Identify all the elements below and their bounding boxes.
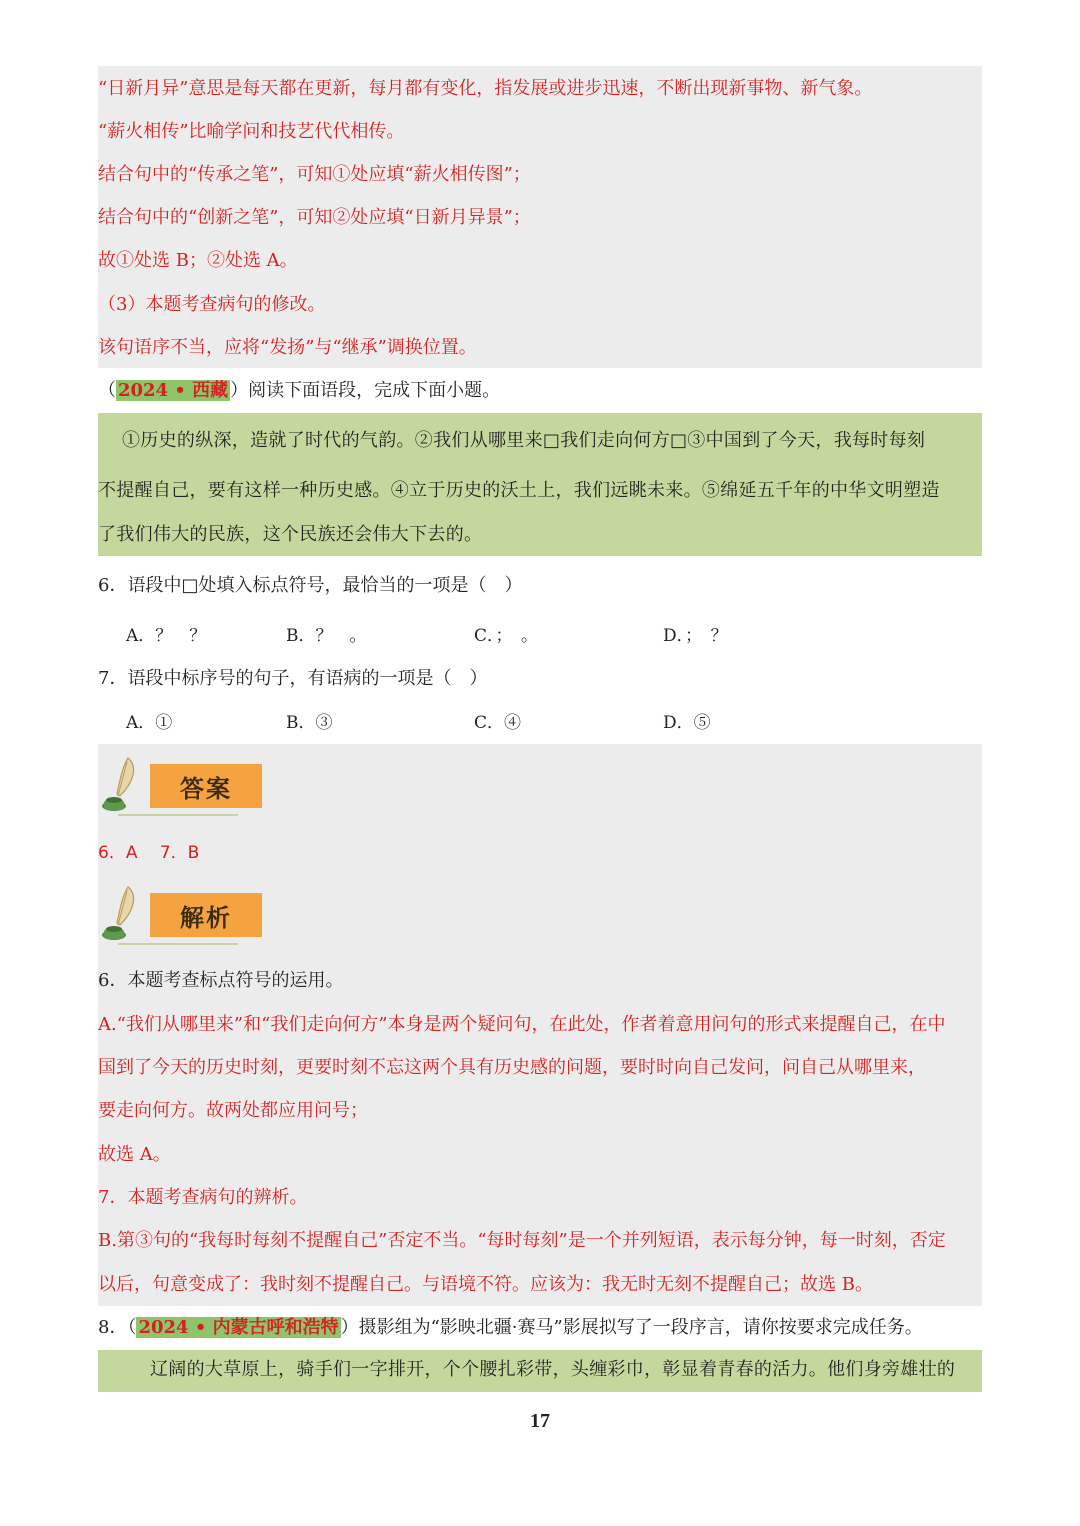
- analysis-line-8: 以后，句意变成了：我时刻不提醒自己。与语境不符。应该为：我无时无刻不提醒自己；故选 B。: [98, 1274, 873, 1295]
- explanation-line-3: 结合句中的“传承之笔”，可知①处应填“薪火相传图”；: [98, 164, 531, 185]
- explanation-line-7: 该句语序不当，应将“发扬”与“继承”调换位置。: [98, 337, 477, 358]
- analysis-line-5: 故选 A。: [98, 1144, 171, 1165]
- q7-option-a[interactable]: A．①: [126, 713, 173, 733]
- q7-stem: 7．语段中标序号的句子，有语病的一项是（ ）: [98, 668, 488, 689]
- q7-option-b[interactable]: B．③: [286, 713, 333, 733]
- passage-line-2: 不提醒自己，要有这样一种历史感。④立于历史的沃土上，我们远眺未来。⑤绵延五千年的中华文明塑造: [98, 480, 940, 501]
- q6-option-a[interactable]: A．？ ？: [126, 626, 207, 646]
- analysis-underline: [118, 943, 238, 945]
- quill-ink-icon: [98, 885, 142, 947]
- analysis-line-6: 7．本题考查病句的辨析。: [98, 1187, 308, 1208]
- answer-header: [98, 756, 298, 826]
- q8-intro-text: ）摄影组为“影映北疆·赛马”影展拟写了一段序言，请你按要求完成任务。: [340, 1317, 923, 1338]
- q6-option-c[interactable]: C．； 。: [474, 626, 539, 646]
- passage-line-3: 了我们伟大的民族，这个民族还会伟大下去的。: [98, 524, 483, 545]
- analysis-header: [98, 885, 298, 955]
- q6-stem: 6．语段中□处填入标点符号，最恰当的一项是（ ）: [98, 575, 523, 596]
- passage-line-1: ①历史的纵深，造就了时代的气韵。②我们从哪里来□我们走向何方□③中国到了今天，我每时每刻: [122, 430, 926, 451]
- question-group-intro: [98, 378, 500, 404]
- passage2-line-1: 辽阔的大草原上，骑手们一字排开，个个腰扎彩带，头缠彩巾，彰显着青春的活力。他们身旁雄壮的: [150, 1359, 956, 1380]
- q6-option-d[interactable]: D．； ？: [663, 626, 728, 646]
- explanation-line-1: “日新月异”意思是每天都在更新，每月都有变化，指发展或进步迅速，不断出现新事物、新气象。: [98, 78, 873, 99]
- analysis-line-3: 国到了今天的历史时刻，更要时刻不忘这两个具有历史感的问题，要时时向自己发问，问自己从哪里来，: [98, 1057, 926, 1078]
- analysis-line-2: A.“我们从哪里来”和“我们走向何方”本身是两个疑问句，在此处，作者着意用问句的形式来提醒自己，在中: [98, 1014, 946, 1035]
- intro-open-paren: （: [98, 380, 116, 401]
- analysis-line-7: B.第③句的“我每时每刻不提醒自己”否定不当。“每时每刻”是一个并列短语，表示每分钟，每一时刻，否定: [98, 1230, 946, 1251]
- q8-intro: [98, 1315, 923, 1341]
- source-tag: 2024 • 西藏: [118, 380, 229, 401]
- q6-option-b[interactable]: B．？ 。: [286, 626, 367, 646]
- analysis-line-4: 要走向何方。故两处都应用问号；: [98, 1100, 368, 1121]
- answer-badge: 答案: [150, 764, 262, 808]
- intro-text: ）阅读下面语段，完成下面小题。: [230, 380, 501, 401]
- q7-option-c[interactable]: C．④: [474, 713, 522, 733]
- answer-text: 6．A 7．B: [98, 843, 200, 863]
- q7-option-d[interactable]: D．⑤: [663, 713, 711, 733]
- quill-ink-icon: [98, 756, 142, 818]
- answer-underline: [118, 814, 238, 816]
- explanation-line-5: 故①处选 B；②处选 A。: [98, 250, 298, 271]
- q8-number: 8．（: [98, 1317, 137, 1338]
- q8-source-tag: 2024 • 内蒙古呼和浩特: [138, 1317, 339, 1338]
- analysis-badge: 解析: [150, 893, 262, 937]
- explanation-line-6: （3）本题考查病句的修改。: [98, 294, 326, 315]
- explanation-line-4: 结合句中的“创新之笔”，可知②处应填“日新月异景”；: [98, 207, 531, 228]
- analysis-line-1: 6．本题考查标点符号的运用。: [98, 970, 344, 991]
- page-number: 17: [530, 1410, 550, 1432]
- explanation-line-2: “薪火相传”比喻学问和技艺代代相传。: [98, 121, 405, 142]
